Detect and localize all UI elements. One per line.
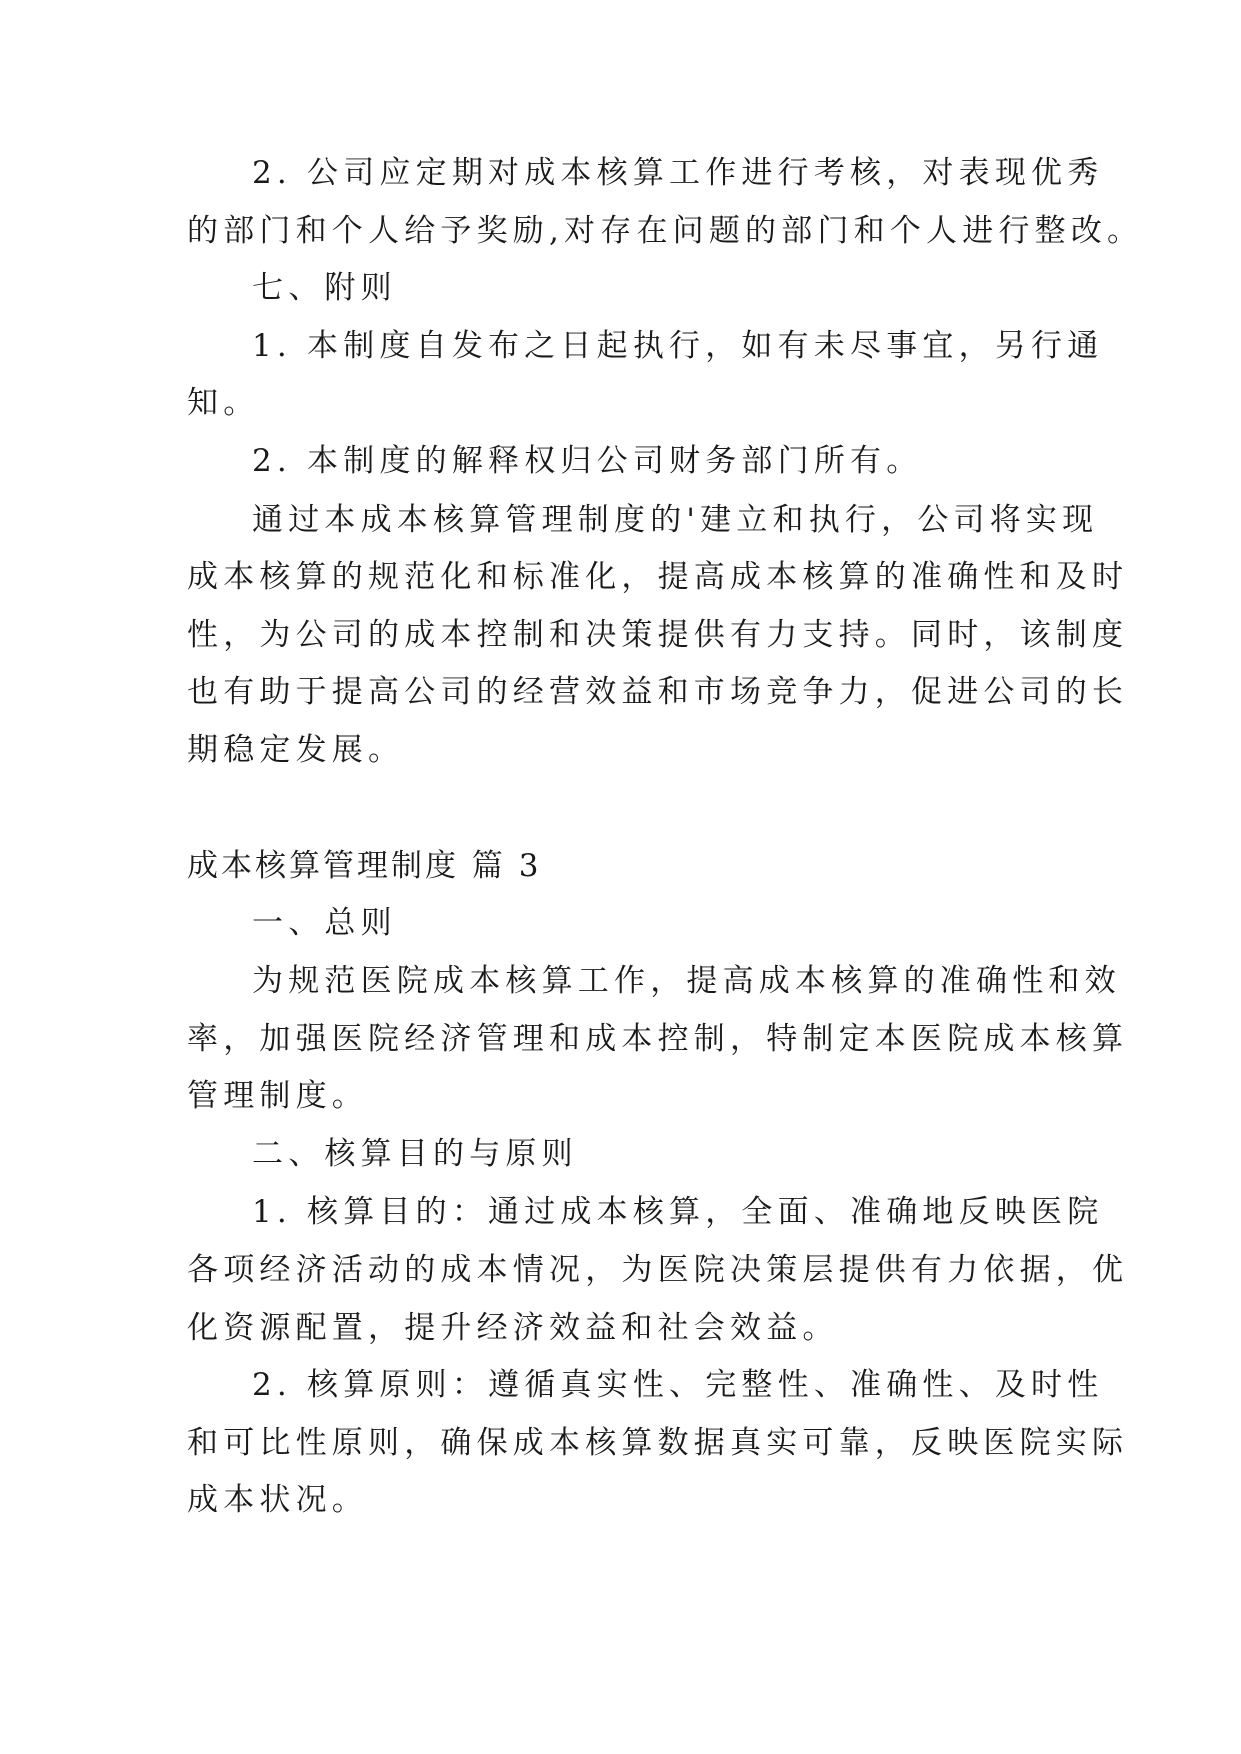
paragraph-line: 2. 本制度的解释权归公司财务部门所有。 [252,443,923,479]
paragraph-line: 通过本成本核算管理制度的'建立和执行，公司将实现 [252,502,1099,538]
section-heading: 二、核算目的与原则 [252,1136,578,1172]
section-heading: 七、附则 [252,270,397,306]
paragraph-line: 管理制度。 [187,1078,368,1114]
paragraph-line: 成本核算的规范化和标准化，提高成本核算的准确性和及时 [187,559,1129,595]
paragraph-line: 和可比性原则，确保成本核算数据真实可靠，反映医院实际 [187,1425,1129,1461]
paragraph-line: 2. 核算原则：遵循真实性、完整性、准确性、及时性 [252,1367,1104,1403]
paragraph-line: 期稳定发展。 [187,732,405,768]
paragraph-line: 各项经济活动的成本情况，为医院决策层提供有力依据，优 [187,1252,1129,1288]
paragraph-line: 也有助于提高公司的经营效益和市场竞争力，促进公司的长 [187,674,1129,710]
paragraph-line: 成本状况。 [187,1482,368,1518]
paragraph-line: 2. 公司应定期对成本核算工作进行考核，对表现优秀 [252,155,1104,191]
paragraph-line: 1. 本制度自发布之日起执行，如有未尽事宜，另行通 [252,328,1104,364]
paragraph-line: 的部门和个人给予奖励,对存在问题的部门和个人进行整改。 [187,213,1144,249]
article-title: 成本核算管理制度 篇 3 [187,848,542,884]
paragraph-line: 知。 [187,385,260,421]
paragraph-line: 率，加强医院经济管理和成本控制，特制定本医院成本核算 [187,1021,1129,1057]
section-heading: 一、总则 [252,905,397,941]
paragraph-line: 为规范医院成本核算工作，提高成本核算的准确性和效 [252,963,1121,999]
paragraph-line: 化资源配置，提升经济效益和社会效益。 [187,1310,839,1346]
paragraph-line: 1. 核算目的：通过成本核算，全面、准确地反映医院 [252,1194,1104,1230]
paragraph-line: 性，为公司的成本控制和决策提供有力支持。同时，该制度 [187,617,1129,653]
